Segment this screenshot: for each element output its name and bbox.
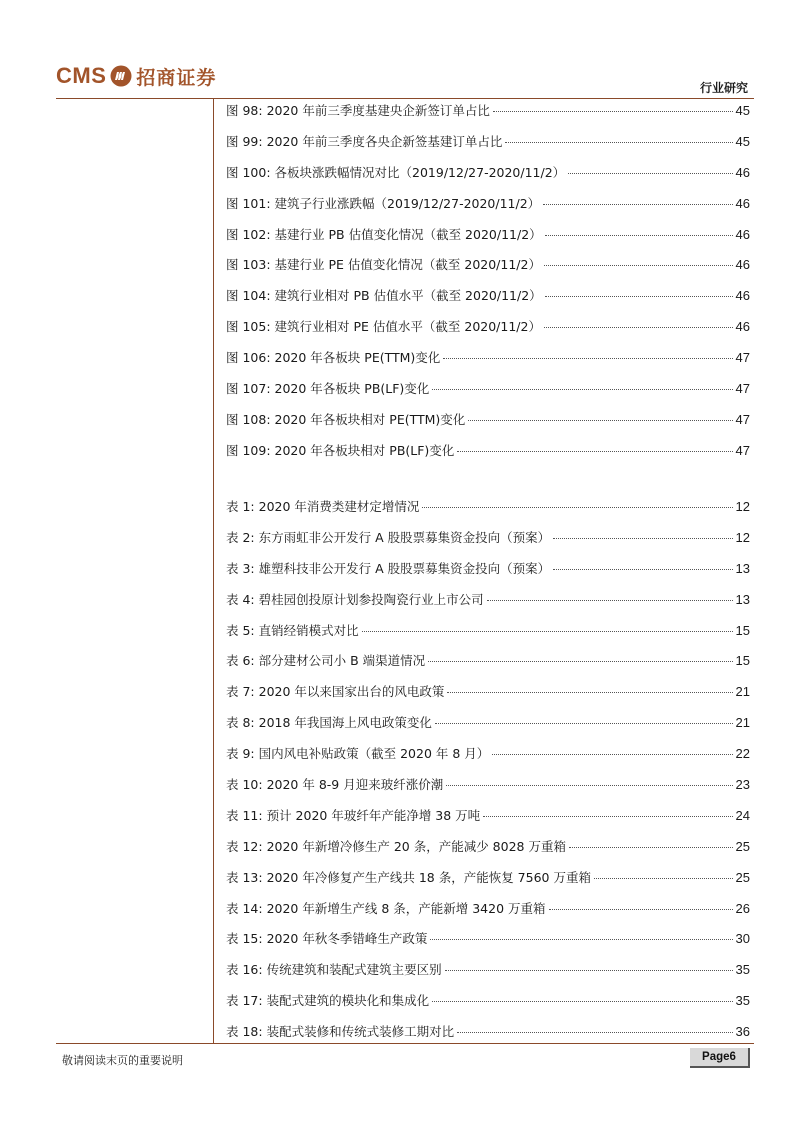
entry-title: 表 16: 传统建筑和装配式建筑主要区别: [226, 962, 442, 978]
table-entry[interactable]: [226, 621, 750, 652]
entry-page-number: 47: [735, 411, 750, 427]
figure-entry[interactable]: [226, 101, 750, 132]
entry-title: 图 99: 2020 年前三季度各央企新签基建订单占比: [226, 133, 503, 149]
entry-title: 表 13: 2020 年冷修复产生产线共 18 条，产能恢复 7560 万重箱: [226, 869, 591, 885]
footer-disclaimer: 敬请阅读末页的重要说明: [62, 1054, 183, 1067]
figure-entry[interactable]: [226, 255, 750, 286]
entry-page-number: 46: [735, 226, 750, 242]
logo-cms-text: CMS: [56, 63, 107, 88]
entry-title: 图 104: 建筑行业相对 PB 估值水平（截至 2020/11/2）: [226, 288, 542, 304]
dot-leader: [505, 142, 732, 143]
entry-title: 图 107: 2020 年各板块 PB(LF)变化: [226, 381, 430, 397]
company-logo: [56, 60, 216, 92]
page-number-badge: Page6: [690, 1048, 750, 1068]
dot-leader: [569, 847, 733, 848]
entry-page-number: 22: [735, 746, 750, 762]
dot-leader: [443, 358, 732, 359]
table-entry[interactable]: [226, 899, 750, 930]
entry-title: 图 105: 建筑行业相对 PE 估值水平（截至 2020/11/2）: [226, 319, 541, 335]
dot-leader: [362, 631, 733, 632]
entry-page-number: 46: [735, 195, 750, 211]
entry-title: 表 1: 2020 年消费类建材定增情况: [226, 499, 420, 514]
entry-page-number: 47: [735, 350, 750, 366]
entry-title: 图 102: 基建行业 PB 估值变化情况（截至 2020/11/2）: [226, 226, 542, 242]
table-entry[interactable]: [226, 960, 750, 991]
entry-page-number: 46: [735, 319, 750, 335]
table-entry[interactable]: [226, 682, 750, 713]
entry-title: 图 101: 建筑子行业涨跌幅（2019/12/27-2020/11/2）: [226, 195, 541, 211]
report-type-label: 行业研究: [699, 81, 748, 95]
table-entry[interactable]: [226, 929, 750, 960]
entry-title: 图 103: 基建行业 PE 估值变化情况（截至 2020/11/2）: [226, 257, 541, 273]
entry-page-number: 13: [735, 560, 750, 576]
dot-leader: [430, 939, 732, 940]
entry-title: 表 7: 2020 年以来国家出台的风电政策: [226, 684, 445, 700]
dot-leader: [432, 389, 732, 390]
entry-page-number: 46: [735, 288, 750, 304]
entry-title: 表 14: 2020 年新增生产线 8 条，产能新增 3420 万重箱: [226, 900, 546, 916]
entry-page-number: 46: [735, 257, 750, 273]
entry-title: 图 109: 2020 年各板块相对 PB(LF)变化: [226, 442, 455, 458]
logo-emblem-icon: [110, 65, 132, 87]
entry-title: 表 12: 2020 年新增冷修生产 20 条，产能减少 8028 万重箱: [226, 838, 566, 854]
dot-leader: [445, 970, 733, 971]
figure-entry[interactable]: [226, 441, 750, 472]
dot-leader: [432, 1001, 732, 1002]
entry-page-number: 26: [735, 900, 750, 916]
dot-leader: [468, 420, 732, 421]
table-entry[interactable]: [226, 651, 750, 682]
entry-page-number: 35: [735, 962, 750, 978]
table-entry[interactable]: [226, 1022, 750, 1053]
figure-entry[interactable]: [226, 348, 750, 379]
entry-title: 表 5: 直销经销模式对比: [226, 622, 359, 638]
figure-entry[interactable]: [226, 225, 750, 256]
figure-entry[interactable]: [226, 410, 750, 441]
entry-page-number: 30: [735, 931, 750, 947]
entry-page-number: 46: [735, 164, 750, 180]
dot-leader: [549, 909, 733, 910]
figure-entry[interactable]: [226, 286, 750, 317]
dot-leader: [543, 204, 732, 205]
dot-leader: [447, 692, 732, 693]
entry-title: 表 2: 东方雨虹非公开发行 A 股股票募集资金投向（预案）: [226, 529, 551, 545]
entry-title: 表 11: 预计 2020 年玻纤年产能净增 38 万吨: [226, 807, 481, 823]
entry-title: 表 6: 部分建材公司小 B 端渠道情况: [226, 653, 426, 669]
entry-page-number: 15: [735, 653, 750, 669]
entry-page-number: 21: [735, 715, 750, 731]
table-entry[interactable]: [226, 590, 750, 621]
entry-page-number: 25: [735, 838, 750, 854]
figure-entry[interactable]: [226, 163, 750, 194]
entry-page-number: 24: [735, 807, 750, 823]
table-entry[interactable]: [226, 868, 750, 899]
table-entry[interactable]: [226, 837, 750, 868]
table-entry[interactable]: [226, 775, 750, 806]
footer-rule: [56, 1043, 754, 1044]
entry-page-number: 47: [735, 442, 750, 458]
entry-title: 表 9: 国内风电补贴政策（截至 2020 年 8 月）: [226, 746, 490, 762]
dot-leader: [457, 1032, 732, 1033]
table-entry[interactable]: [226, 559, 750, 590]
entry-title: 图 106: 2020 年各板块 PE(TTM)变化: [226, 350, 441, 366]
entry-title: 图 100: 各板块涨跌幅情况对比（2019/12/27-2020/11/2）: [226, 164, 566, 180]
dot-leader: [544, 327, 733, 328]
figure-entry[interactable]: [226, 317, 750, 348]
entry-title: 表 10: 2020 年 8-9 月迎来玻纤涨价潮: [226, 777, 444, 793]
table-entry[interactable]: [226, 497, 750, 528]
entry-title: 表 17: 装配式建筑的模块化和集成化: [226, 993, 430, 1009]
entry-title: 图 108: 2020 年各板块相对 PE(TTM)变化: [226, 411, 466, 427]
dot-leader: [553, 538, 732, 539]
dot-leader: [446, 785, 732, 786]
logo-chinese-name: 招商证券: [136, 66, 217, 89]
dot-leader: [568, 173, 732, 174]
entry-page-number: 13: [735, 591, 750, 607]
figure-entry[interactable]: [226, 194, 750, 225]
figure-index-list: [226, 101, 750, 472]
entry-page-number: 25: [735, 869, 750, 885]
table-entry[interactable]: [226, 991, 750, 1022]
entry-title: 表 8: 2018 年我国海上风电政策变化: [226, 715, 432, 731]
dot-leader: [487, 600, 733, 601]
entry-title: 表 4: 碧桂园创投原计划参投陶瓷行业上市公司: [226, 591, 484, 607]
entry-title: 表 3: 雄塑科技非公开发行 A 股股票募集资金投向（预案）: [226, 560, 551, 576]
entry-page-number: 12: [735, 529, 750, 545]
dot-leader: [483, 816, 732, 817]
dot-leader: [544, 265, 733, 266]
figure-entry[interactable]: [226, 379, 750, 410]
dot-leader: [422, 507, 732, 508]
figure-entry[interactable]: [226, 132, 750, 163]
entry-title: 表 15: 2020 年秋冬季错峰生产政策: [226, 931, 428, 947]
entry-title: 图 98: 2020 年前三季度基建央企新签订单占比: [226, 103, 490, 118]
entry-page-number: 47: [735, 381, 750, 397]
dot-leader: [428, 661, 732, 662]
entry-page-number: 36: [735, 1024, 750, 1040]
table-entry[interactable]: [226, 713, 750, 744]
dot-leader: [545, 235, 733, 236]
entry-page-number: 15: [735, 622, 750, 638]
entry-page-number: 45: [735, 133, 750, 149]
dot-leader: [435, 723, 733, 724]
entry-page-number: 23: [735, 777, 750, 793]
dot-leader: [492, 754, 732, 755]
dot-leader: [553, 569, 732, 570]
entry-page-number: 21: [735, 684, 750, 700]
table-entry[interactable]: [226, 744, 750, 775]
header-rule: [56, 98, 754, 99]
table-index-list: [226, 497, 750, 1053]
entry-title: 表 18: 装配式装修和传统式装修工期对比: [226, 1024, 455, 1040]
entry-page-number: 45: [735, 103, 750, 118]
dot-leader: [594, 878, 733, 879]
table-entry[interactable]: [226, 806, 750, 837]
sidebar-rule: [213, 98, 214, 1043]
dot-leader: [545, 296, 733, 297]
entry-page-number: 12: [735, 499, 750, 514]
dot-leader: [457, 451, 732, 452]
dot-leader: [493, 111, 733, 112]
entry-page-number: 35: [735, 993, 750, 1009]
table-entry[interactable]: [226, 528, 750, 559]
